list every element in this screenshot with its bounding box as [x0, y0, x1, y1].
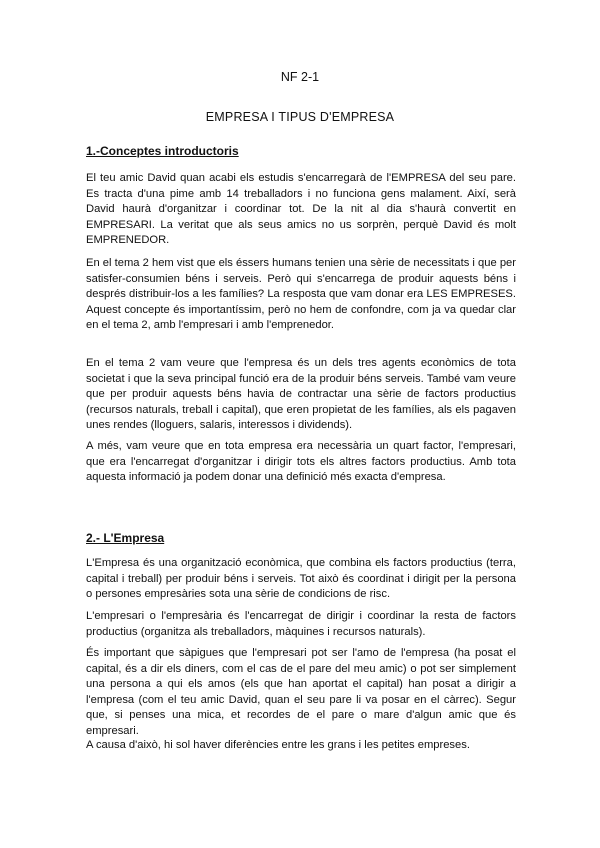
section-heading-conceptes: 1.-Conceptes introductoris: [86, 144, 239, 158]
document-code: NF 2-1: [280, 70, 320, 84]
paragraph-necessitats: En el tema 2 hem vist que els éssers humans tenien una sèrie de necessitats i que per satisfer-consumien béns i serveis. Però qui s'encarrega de produir aquests béns i després distribuir-los a les famílies? La resposta que vam donar era LES EMPRESES. Aquest concepte és importantíssim, però no hem de confondre, com ja va quedar clar en el tema 2, amb l'empresari i amb l'emprenedor.: [86, 257, 516, 331]
paragraph-david: El teu amic David quan acabi els estudis s'encarregarà de l'EMPRESA del seu pare. Es tracta d'una pime amb 14 treballadors i no funciona gens malament. Així, serà David haurà d'organitzar i coordinar tot. De la nit al dia s'haurà convertit en EMPRESARI. La veritat que als seus amics no us sorprèn, perquè David és molt EMPRENEDOR.: [86, 172, 516, 246]
paragraph-agents: En el tema 2 vam veure que l'empresa és un dels tres agents econòmics de tota societat i que la seva principal funció era de la produir béns serveis. També vam veure que per produir aquests béns havia de contractar una sèrie de factors productius (recursos naturals, treball i capital), que eren propietat de les famílies, als els pagaven unes rendes (lloguers, salaris, interessos i dividends).: [86, 357, 516, 431]
paragraph-diferencies: A causa d'això, hi sol haver diferències entre les grans i les petites empreses.: [86, 739, 470, 751]
paragraph-definicio: L'Empresa és una organització econòmica, que combina els factors productius (terra, capital i treball) per produir béns i serveis. Tot això és coordinat i dirigit per la persona o persones empresàries sota una sèrie de condicions de risc.: [86, 557, 516, 600]
section-heading-empresa: 2.- L'Empresa: [86, 531, 165, 545]
paragraph-important: És important que sàpigues que l'empresari pot ser l'amo de l'empresa (ha posat el capital, és a dir els diners, com el cas de el pare del meu amic) o pot ser simplement una persona a qui els amos (els que han aportat el capital) han posat a dirigir a l'empresa (com el teu amic David, quan el seu pare li va posar en el càrrec). Segur que, si penses una mica, et recordes de el pare o mare d'algun amic que és empresari.: [86, 647, 516, 737]
paragraph-empresari: L'empresari o l'empresària és l'encarregat de dirigir i coordinar la resta de factors productius (organitza als treballadors, màquines i recursos naturals).: [86, 610, 516, 638]
document-title: EMPRESA I TIPUS D'EMPRESA: [205, 110, 395, 124]
paragraph-quart-factor: A més, vam veure que en tota empresa era necessària un quart factor, l'empresari, que era l'encarregat d'organitzar i dirigir tots els altres factors productius. Amb tota aquesta informació ja podem donar una definició més exacta d'empresa.: [86, 440, 516, 483]
